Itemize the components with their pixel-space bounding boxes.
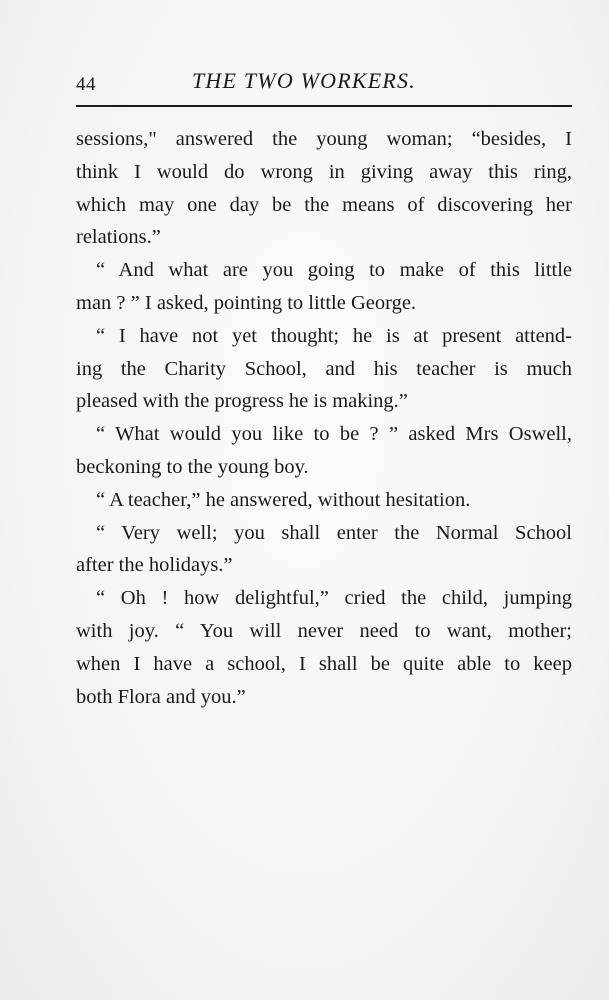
text-line: when I have a school, I shall be quite able to keep	[76, 652, 572, 675]
text-line: which may one day be the means of discovering her	[76, 193, 572, 216]
text-line: sessions," answered the young woman; “besides, I	[76, 128, 572, 150]
text-line: after the holidays.”	[76, 554, 233, 577]
text-line: ing the Charity School, and his teacher is much	[76, 357, 572, 380]
text-line: relations.”	[76, 226, 161, 249]
running-title: THE TWO WORKERS.	[192, 68, 416, 93]
body-text	[76, 123, 572, 713]
text-line: “ And what are you going to make of this little	[96, 259, 572, 282]
text-line: think I would do wrong in giving away this ring,	[76, 160, 572, 183]
text-line: both Flora and you.”	[76, 685, 246, 708]
text-line: beckoning to the young boy.	[76, 455, 309, 478]
header-rule	[76, 105, 572, 107]
page-header	[76, 68, 572, 98]
text-line: pleased with the progress he is making.”	[76, 390, 408, 413]
page-number: 44	[76, 74, 96, 95]
text-line: “ A teacher,” he answered, without hesitation.	[96, 488, 471, 511]
text-line: “ I have not yet thought; he is at present attend-	[96, 324, 572, 347]
text-line: “ What would you like to be ? ” asked Mrs Oswell,	[96, 423, 572, 446]
text-line: man ? ” I asked, pointing to little George.	[76, 291, 417, 314]
text-line: with joy. “ You will never need to want, mother;	[76, 619, 572, 642]
text-line: “ Very well; you shall enter the Normal School	[96, 521, 572, 544]
text-line: “ Oh ! how delightful,” cried the child, jumping	[96, 587, 572, 610]
